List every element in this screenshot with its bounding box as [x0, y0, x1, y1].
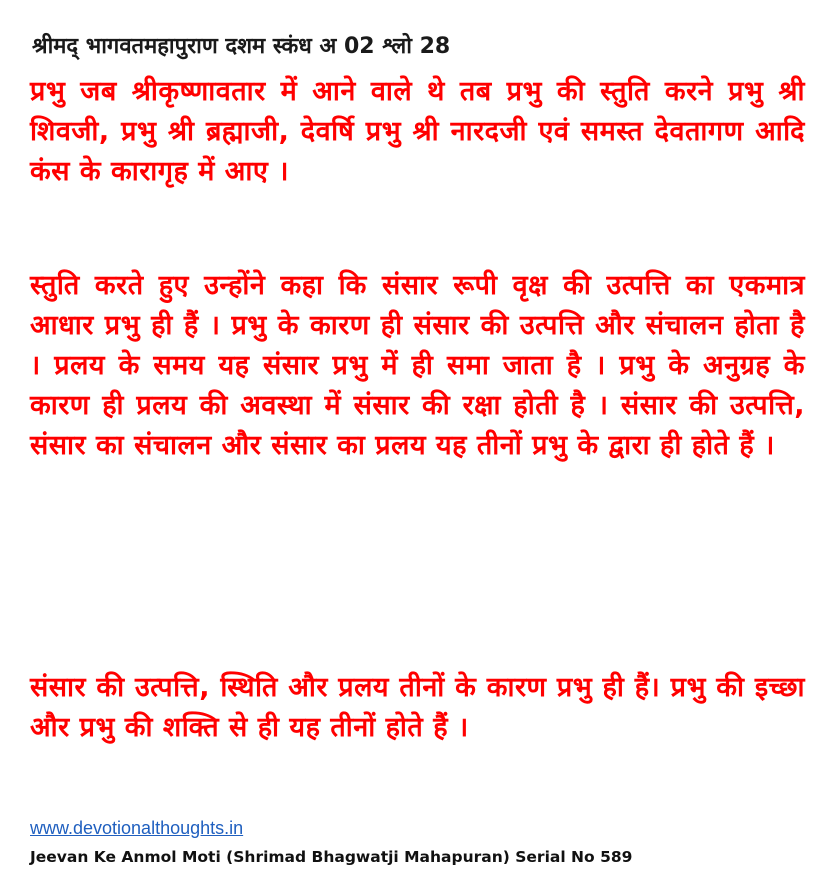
series-caption: Jeevan Ke Anmol Moti (Shrimad Bhagwatji Mahapuran) Serial No 589: [30, 848, 633, 866]
paragraph-1: प्रभु जब श्रीकृष्णावतार में आने वाले थे तब प्रभु की स्तुति करने प्रभु श्री शिवजी, प्रभु श्री ब्रह्माजी, देवर्षि प्रभु श्री नारदजी एवं समस्त देवतागण आदि कंस के कारागृह में आए ।: [30, 76, 805, 187]
paragraph-3: संसार की उत्पत्ति, स्थिति और प्रलय तीनों के कारण प्रभु ही हैं। प्रभु की इच्छा और प्रभु की शक्ति से ही यह तीनों होते हैं ।: [30, 672, 805, 743]
paragraph-2: स्तुति करते हुए उन्होंने कहा कि संसार रूपी वृक्ष की उत्पत्ति का एकमात्र आधार प्रभु ही हैं । प्रभु के कारण ही संसार की उत्पत्ति और संचालन होता है । प्रलय के समय यह संसार प्रभु में ही समा जाता है । प्रभु के अनुग्रह के कारण ही प्रलय की अवस्था में संसार की रक्षा होती है । संसार की उत्पत्ति, संसार का संचालन और संसार का प्रलय यह तीनों प्रभु के द्वारा ही होते हैं ।: [30, 270, 805, 461]
page-title: श्रीमद् भागवतमहापुराण दशम स्कंध अ 02 श्लो 28: [32, 34, 451, 59]
website-link[interactable]: www.devotionalthoughts.in: [30, 818, 244, 838]
